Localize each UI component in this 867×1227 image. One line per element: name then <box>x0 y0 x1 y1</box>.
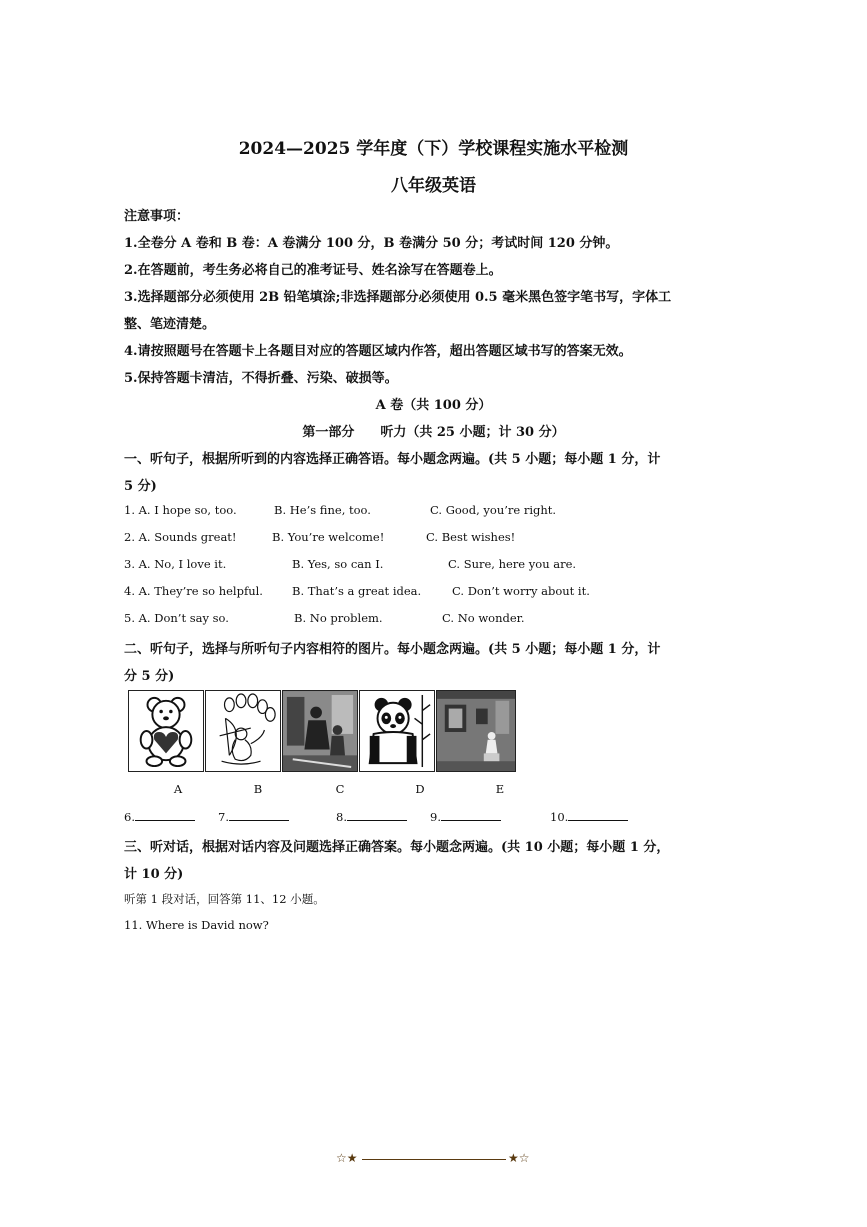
star-icon: ☆★ <box>336 1151 358 1165</box>
teddy-bear-icon <box>128 690 204 772</box>
section3-instruction: 三、听对话，根据对话内容及问题选择正确答案。每小题念两遍。(共 10 小题；每小题 1 分， <box>124 840 670 855</box>
q3-option-b: B. Yes, so can I. <box>292 557 384 571</box>
picture-letter-e: E <box>495 782 505 796</box>
note-item-1: 1.全卷分 A 卷和 B 卷：A 卷满分 100 分，B 卷满分 50 分；考试时间 120 分钟。 <box>124 236 619 251</box>
note-item-5: 5.保持答题卡清洁，不得折叠、污染、破损等。 <box>124 371 398 386</box>
blank-label: 9. <box>430 810 441 824</box>
q4-option-c: C. Don’t worry about it. <box>452 584 590 598</box>
answer-blank-7[interactable] <box>218 808 289 824</box>
cupid-icon <box>205 690 281 772</box>
q2-option-a: 2. A. Sounds great! <box>124 530 237 544</box>
q4-option-a: 4. A. They’re so helpful. <box>124 584 263 598</box>
picture-letter-d: D <box>415 782 425 796</box>
exam-title: 2024—2025 学年度（下）学校课程实施水平检测 <box>238 139 629 159</box>
answer-blank-6[interactable] <box>124 808 195 824</box>
answer-blank-10[interactable] <box>550 808 628 824</box>
star-icon: ★☆ <box>508 1151 530 1165</box>
note-item-2: 2.在答题前，考生务必将自己的准考证号、姓名涂写在答题卷上。 <box>124 263 502 278</box>
note-item-3: 3.选择题部分必须使用 2B 铅笔填涂;非选择题部分必须使用 0.5 毫米黑色签字笔书写，字体工 <box>124 290 672 305</box>
picture-letter-c: C <box>335 782 345 796</box>
part-one-title: 第一部分 听力（共 25 小题；计 30 分） <box>302 425 565 440</box>
footer-rule <box>362 1159 506 1160</box>
blank-label: 8. <box>336 810 347 824</box>
q2-option-c: C. Best wishes! <box>426 530 516 544</box>
q5-option-a: 5. A. Don’t say so. <box>124 611 229 625</box>
q2-option-b: B. You’re welcome! <box>272 530 385 544</box>
section1-instruction: 一、听句子，根据所听到的内容选择正确答语。每小题念两遍。(共 5 小题；每小题 1 分，计 <box>124 452 661 467</box>
blank-label: 10. <box>550 810 569 824</box>
panda-icon <box>359 690 435 772</box>
notes-heading: 注意事项： <box>124 209 190 224</box>
q1-option-a: 1. A. I hope so, too. <box>124 503 237 517</box>
answer-blank-9[interactable] <box>430 808 501 824</box>
section2-instruction-cont: 分 5 分) <box>124 669 175 684</box>
blank-label: 6. <box>124 810 135 824</box>
picture-letter-a: A <box>173 782 183 796</box>
section3-instruction-cont: 计 10 分) <box>124 867 184 882</box>
section2-instruction: 二、听句子，选择与所听句子内容相符的图片。每小题念两遍。(共 5 小题；每小题 1 分，计 <box>124 642 661 657</box>
blank-label: 7. <box>218 810 229 824</box>
picture-letter-b: B <box>253 782 263 796</box>
exam-subtitle: 八年级英语 <box>391 176 476 196</box>
note-item-3-cont: 整、笔迹清楚。 <box>124 317 216 332</box>
q5-option-c: C. No wonder. <box>442 611 525 625</box>
question-11: 11. Where is David now? <box>124 918 269 932</box>
q1-option-c: C. Good, you’re right. <box>430 503 557 517</box>
q5-option-b: B. No problem. <box>294 611 383 625</box>
q3-option-c: C. Sure, here you are. <box>448 557 577 571</box>
paper-a-title: A 卷（共 100 分） <box>375 398 492 413</box>
footer-ornament <box>336 1151 532 1167</box>
people-scene-icon <box>282 690 358 772</box>
section1-instruction-cont: 5 分) <box>124 479 157 494</box>
answer-blank-8[interactable] <box>336 808 407 824</box>
museum-gallery-icon <box>436 690 516 772</box>
dialog-note: 听第 1 段对话，回答第 11、12 小题。 <box>124 892 325 906</box>
q4-option-b: B. That’s a great idea. <box>292 584 422 598</box>
q3-option-a: 3. A. No, I love it. <box>124 557 227 571</box>
q1-option-b: B. He’s fine, too. <box>274 503 371 517</box>
note-item-4: 4.请按照题号在答题卡上各题目对应的答题区域内作答，超出答题区域书写的答案无效。 <box>124 344 632 359</box>
